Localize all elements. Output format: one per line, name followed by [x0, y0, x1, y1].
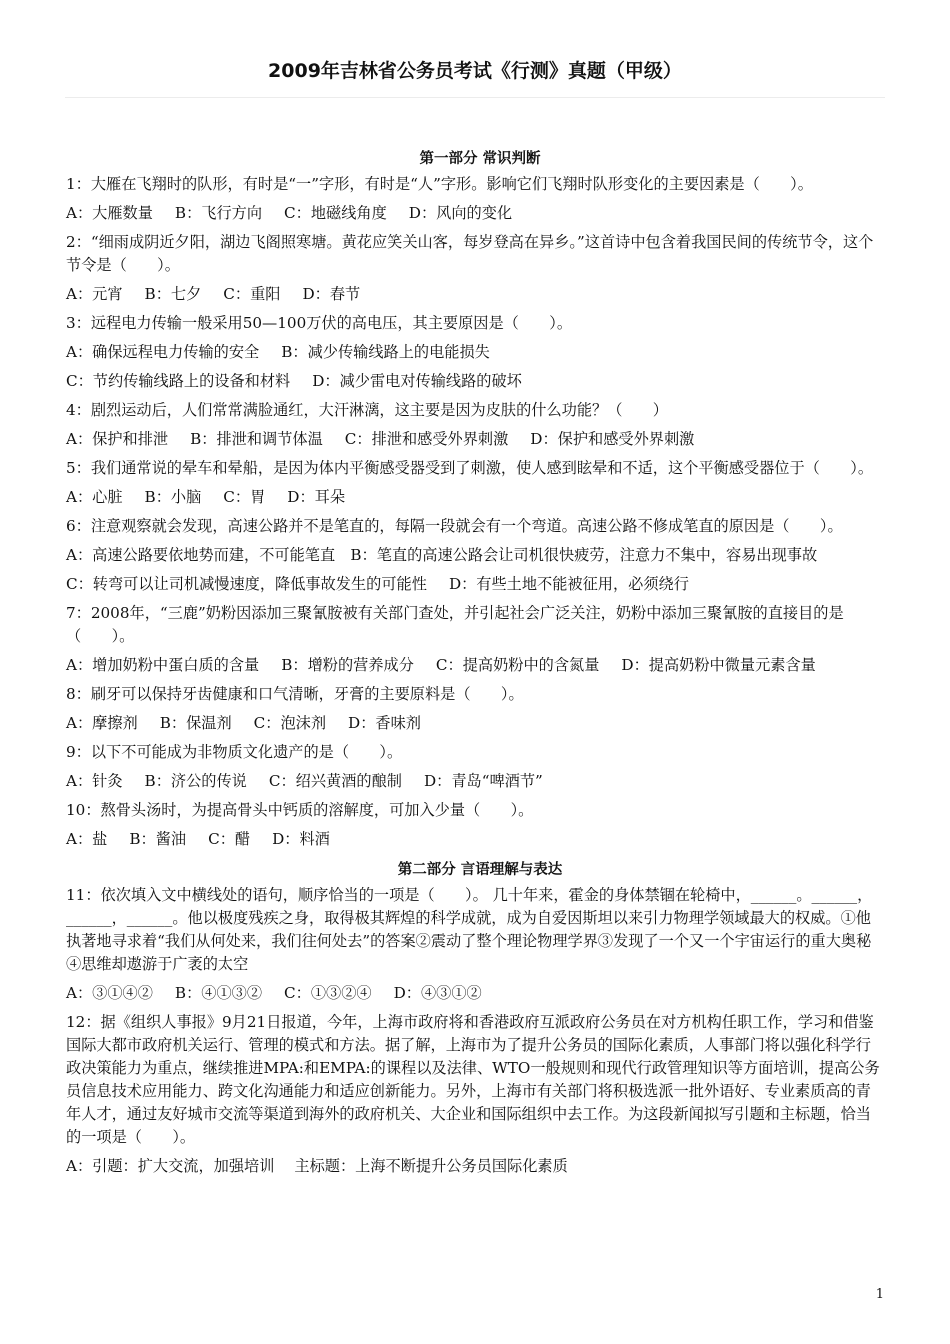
answer-option: A：针灸 [66, 772, 123, 790]
answer-option: C：排泄和感受外界刺激 [344, 430, 509, 448]
answer-option: B：小脑 [144, 488, 202, 506]
answer-option: D：料酒 [272, 830, 330, 848]
options-line [66, 283, 882, 306]
answer-option: C：醋 [208, 830, 251, 848]
question-text: 6：注意观察就会发现，高速公路并不是笔直的，每隔一段就会有一个弯道。高速公路不修成笔直的原因是（ ）。 [66, 517, 843, 535]
answer-option: D：香味剂 [348, 714, 421, 732]
options-line [66, 370, 882, 393]
answer-option: C：转弯可以让司机减慢速度，降低事故发生的可能性 [66, 575, 427, 593]
answer-option: D：耳朵 [287, 488, 346, 506]
question-text: 4：剧烈运动后，人们常常满脸通红，大汗淋漓，这主要是因为皮肤的什么功能？（ ） [66, 401, 668, 419]
answer-option: D：保护和感受外界刺激 [530, 430, 695, 448]
answer-option: B：减少传输线路上的电能损失 [281, 343, 490, 361]
section-2-title: 第二部分 言语理解与表达 [397, 862, 563, 878]
answer-option: B：排泄和调节体温 [190, 430, 323, 448]
options-line [66, 1155, 882, 1178]
answer-option: D：风向的变化 [408, 204, 513, 222]
answer-option: D：青岛“啤酒节” [423, 772, 543, 790]
answer-option: D：有些土地不能被征用，必须绕行 [448, 575, 689, 593]
answer-option: D：春节 [302, 285, 361, 303]
question-text: 8：刷牙可以保持牙齿健康和口气清晰，牙膏的主要原料是（ ）。 [66, 685, 524, 703]
answer-option: C：泡沫剂 [253, 714, 327, 732]
options-line [66, 486, 882, 509]
title-divider [65, 97, 885, 98]
answer-option: B：④①③② [174, 984, 263, 1002]
answer-option: A：保护和排泄 [66, 430, 169, 448]
answer-option: A：高速公路要依地势而建，不可能笔直 B：笔直的高速公路会让司机很快疲劳，注意力不集中，容易出现事故 [66, 546, 818, 564]
options-line [66, 573, 882, 596]
section-1-title: 第一部分 常识判断 [419, 151, 541, 167]
answer-option: A：增加奶粉中蛋白质的含量 [66, 656, 260, 674]
answer-option: D：提高奶粉中微量元素含量 [621, 656, 816, 674]
answer-option: D：④③①② [393, 984, 482, 1002]
answer-option: A：大雁数量 [66, 204, 153, 222]
section-1-questions [66, 173, 882, 851]
question-text: 11：依次填入文中横线处的语句，顺序恰当的一项是（ ）。 几十年来，霍金的身体禁锢在轮椅中，______。______，______，______。他以极度残疾之身，取得极其辉煌的科学成就，成为自爱因斯坦以来引力物理学领域最大的权威。①他执著地寻求着“我们从何处来，我们往何处去”的答案②震动了整个理论物理学界③发现了一个又一个宇宙运行的重大奥秘④思维却遨游于广袤的太空 [66, 886, 873, 973]
answer-option: C：胃 [223, 488, 266, 506]
answer-option: C：节约传输线路上的设备和材料 [66, 372, 291, 390]
answer-option: C：地磁线角度 [284, 204, 387, 222]
answer-option: A：摩擦剂 [66, 714, 138, 732]
options-line [66, 770, 882, 793]
options-line [66, 982, 882, 1005]
question-text: 1：大雁在飞翔时的队形，有时是“一”字形，有时是“人”字形。影响它们飞翔时队形变化的主要因素是（ ）。 [66, 175, 813, 193]
answer-option: C：重阳 [223, 285, 281, 303]
answer-option: B：酱油 [129, 830, 187, 848]
question-text: 5：我们通常说的晕车和晕船，是因为体内平衡感受器受到了刺激，使人感到眩晕和不适，这个平衡感受器位于（ ）。 [66, 459, 874, 477]
options-line [66, 654, 882, 677]
answer-option: A：确保远程电力传输的安全 [66, 343, 260, 361]
answer-option: A：盐 [66, 830, 108, 848]
question-text: 2：“细雨成阴近夕阳，湖边飞阁照寒塘。黄花应笑关山客，每岁登高在异乡。”这首诗中包含着我国民间的传统节令，这个节令是（ ）。 [66, 233, 874, 274]
answer-option: B：保温剂 [159, 714, 232, 732]
answer-option: B：济公的传说 [144, 772, 247, 790]
options-line [66, 828, 882, 851]
answer-option: B：飞行方向 [174, 204, 263, 222]
document-title: 2009年吉林省公务员考试《行测》真题（甲级） [268, 60, 682, 82]
page-number: 1 [875, 1287, 884, 1302]
section-2-questions [66, 884, 882, 1178]
answer-option: C：绍兴黄酒的酿制 [268, 772, 402, 790]
question-text: 3：远程电力传输一般采用50—100万伏的高电压，其主要原因是（ ）。 [66, 314, 573, 332]
answer-option: B：增粉的营养成分 [281, 656, 414, 674]
answer-option: C：提高奶粉中的含氮量 [435, 656, 600, 674]
question-text: 12：据《组织人事报》9月21日报道，今年，上海市政府将和香港政府互派政府公务员在对方机构任职工作，学习和借鉴国际大都市政府机关运行、管理的模式和方法。据了解，上海市为了提升公务员的国际化素质，人事部门将以强化科学行政决策能力为重点，继续推进MPA:和EMPA:的课程以及法律、WTO一般规则和现代行政管理知识等方面培训，提高公务员信息技术应用能力、跨文化沟通能力和适应创新能力。另外，上海市有关部门将积极选派一批外语好、专业素质高的青年人才，通过友好城市交流等渠道到海外的政府机关、大企业和国际组织中去工作。为这段新闻拟写引题和主标题，恰当的一项是（ ）。 [66, 1013, 880, 1146]
answer-option: C：①③②④ [284, 984, 372, 1002]
options-line [66, 202, 882, 225]
answer-option: A：引题：扩大交流，加强培训 主标题：上海不断提升公务员国际化素质 [66, 1157, 568, 1175]
answer-option: A：心脏 [66, 488, 123, 506]
options-line [66, 544, 882, 567]
document-body [66, 146, 882, 1184]
answer-option: D：减少雷电对传输线路的破坏 [312, 372, 522, 390]
question-text: 7：2008年，“三鹿”奶粉因添加三聚氰胺被有关部门查处，并引起社会广泛关注，奶粉中添加三聚氰胺的直接目的是（ ）。 [66, 604, 844, 645]
options-line [66, 341, 882, 364]
question-text: 9：以下不可能成为非物质文化遗产的是（ ）。 [66, 743, 403, 761]
answer-option: B：七夕 [144, 285, 202, 303]
options-line [66, 428, 882, 451]
answer-option: A：元宵 [66, 285, 123, 303]
answer-option: A：③①④② [66, 984, 153, 1002]
options-line [66, 712, 882, 735]
question-text: 10：熬骨头汤时，为提高骨头中钙质的溶解度，可加入少量（ ）。 [66, 801, 534, 819]
